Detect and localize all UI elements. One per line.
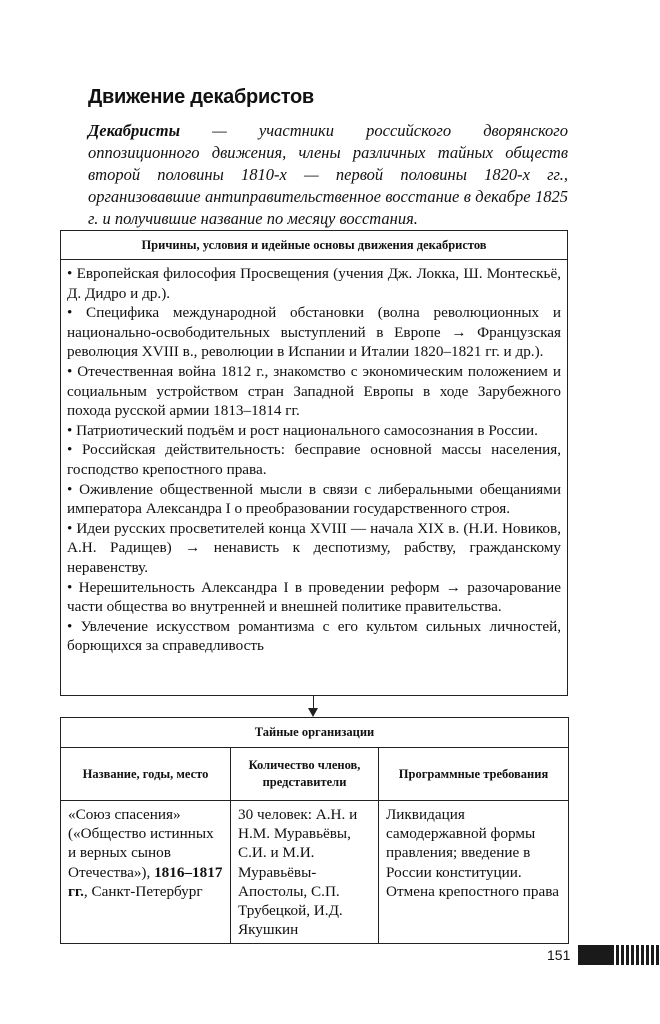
causes-list xyxy=(61,260,567,656)
page-number: 151 xyxy=(547,947,571,963)
list-item: • Специфика международной обстановки (волна революционных и национально-освободительных выступлений в Европе → Французская революция XVIII в., революции в Испании и Италии 1820–1821 гг. и др.). xyxy=(67,304,561,361)
intro-paragraph xyxy=(88,120,568,230)
program-line: Ликвидация самодержавной формы правления; введение в России конституции. xyxy=(386,806,536,881)
term-decembrists: Декабристы xyxy=(88,121,181,140)
page-marker-bar xyxy=(578,945,660,965)
column-header-members: Количество членов, представители xyxy=(231,748,379,801)
cell-name xyxy=(61,801,231,944)
list-item: • Оживление общественной мысли в связи с либеральными обещаниями императора Александра I о преобразовании государственного строя. xyxy=(67,480,561,518)
intro-definition: — участники российского дворянского оппозиционного движения, члены различных тайных обществ второй половины 1810-х — первой половины 1820-х гг., организовавшие антиправительственное восстание в декабре 1825 г. и получившие название по месяцу восстания. xyxy=(88,121,568,228)
org-years: 1816–1817 гг. xyxy=(68,863,223,900)
table-row xyxy=(61,801,569,944)
list-item: • Увлечение искусством романтизма с его культом сильных личностей, борющихся за справедливость xyxy=(67,617,561,655)
causes-box xyxy=(60,230,568,696)
cell-program xyxy=(379,801,569,944)
list-item: • Отечественная война 1812 г., знакомство с экономическим положением и социальным устройством стран Западной Европы в ходе Зарубежного похода русской армии 1813–1814 гг. xyxy=(67,362,561,420)
list-item: • Нерешительность Александра I в проведении реформ → разочарование части общества во внутренней и внешней политике правительства. xyxy=(67,578,561,616)
secret-organizations-table xyxy=(60,717,569,944)
list-item: • Патриотический подъём и рост национального самосознания в России. xyxy=(67,421,538,439)
list-item: • Российская действительность: бесправие основной массы населения, господство крепостного права. xyxy=(67,441,561,478)
cell-members: 30 человек: А.Н. и Н.М. Муравьёвы, С.И. и М.И. Муравьёвы-Апостолы, С.П. Трубецкой, И.Д. Якушкин xyxy=(231,801,379,944)
org-place: , Санкт-Петербург xyxy=(83,882,203,900)
column-header-program: Программные требования xyxy=(379,748,569,801)
list-item: • Европейская философия Просвещения (учения Дж. Локка, Ш. Монтескьё, Д. Дидро и др.). xyxy=(67,265,561,302)
org-name: «Союз спасения» («Общество истинных и верных сынов Отечества»), xyxy=(68,806,214,881)
column-header-name: Название, годы, место xyxy=(61,748,231,801)
list-item: • Идеи русских просветителей конца XVIII — начала XIX в. (Н.И. Новиков, А.Н. Радищев) → ненависть к деспотизму, рабству, гражданскому неравенству. xyxy=(67,519,561,576)
program-line: Отмена крепостного права xyxy=(386,882,559,900)
arrow-down-icon xyxy=(308,708,318,717)
section-heading: Движение декабристов xyxy=(88,86,314,108)
orgs-table-title: Тайные организации xyxy=(61,718,569,748)
causes-title: Причины, условия и идейные основы движения декабристов xyxy=(61,231,567,260)
